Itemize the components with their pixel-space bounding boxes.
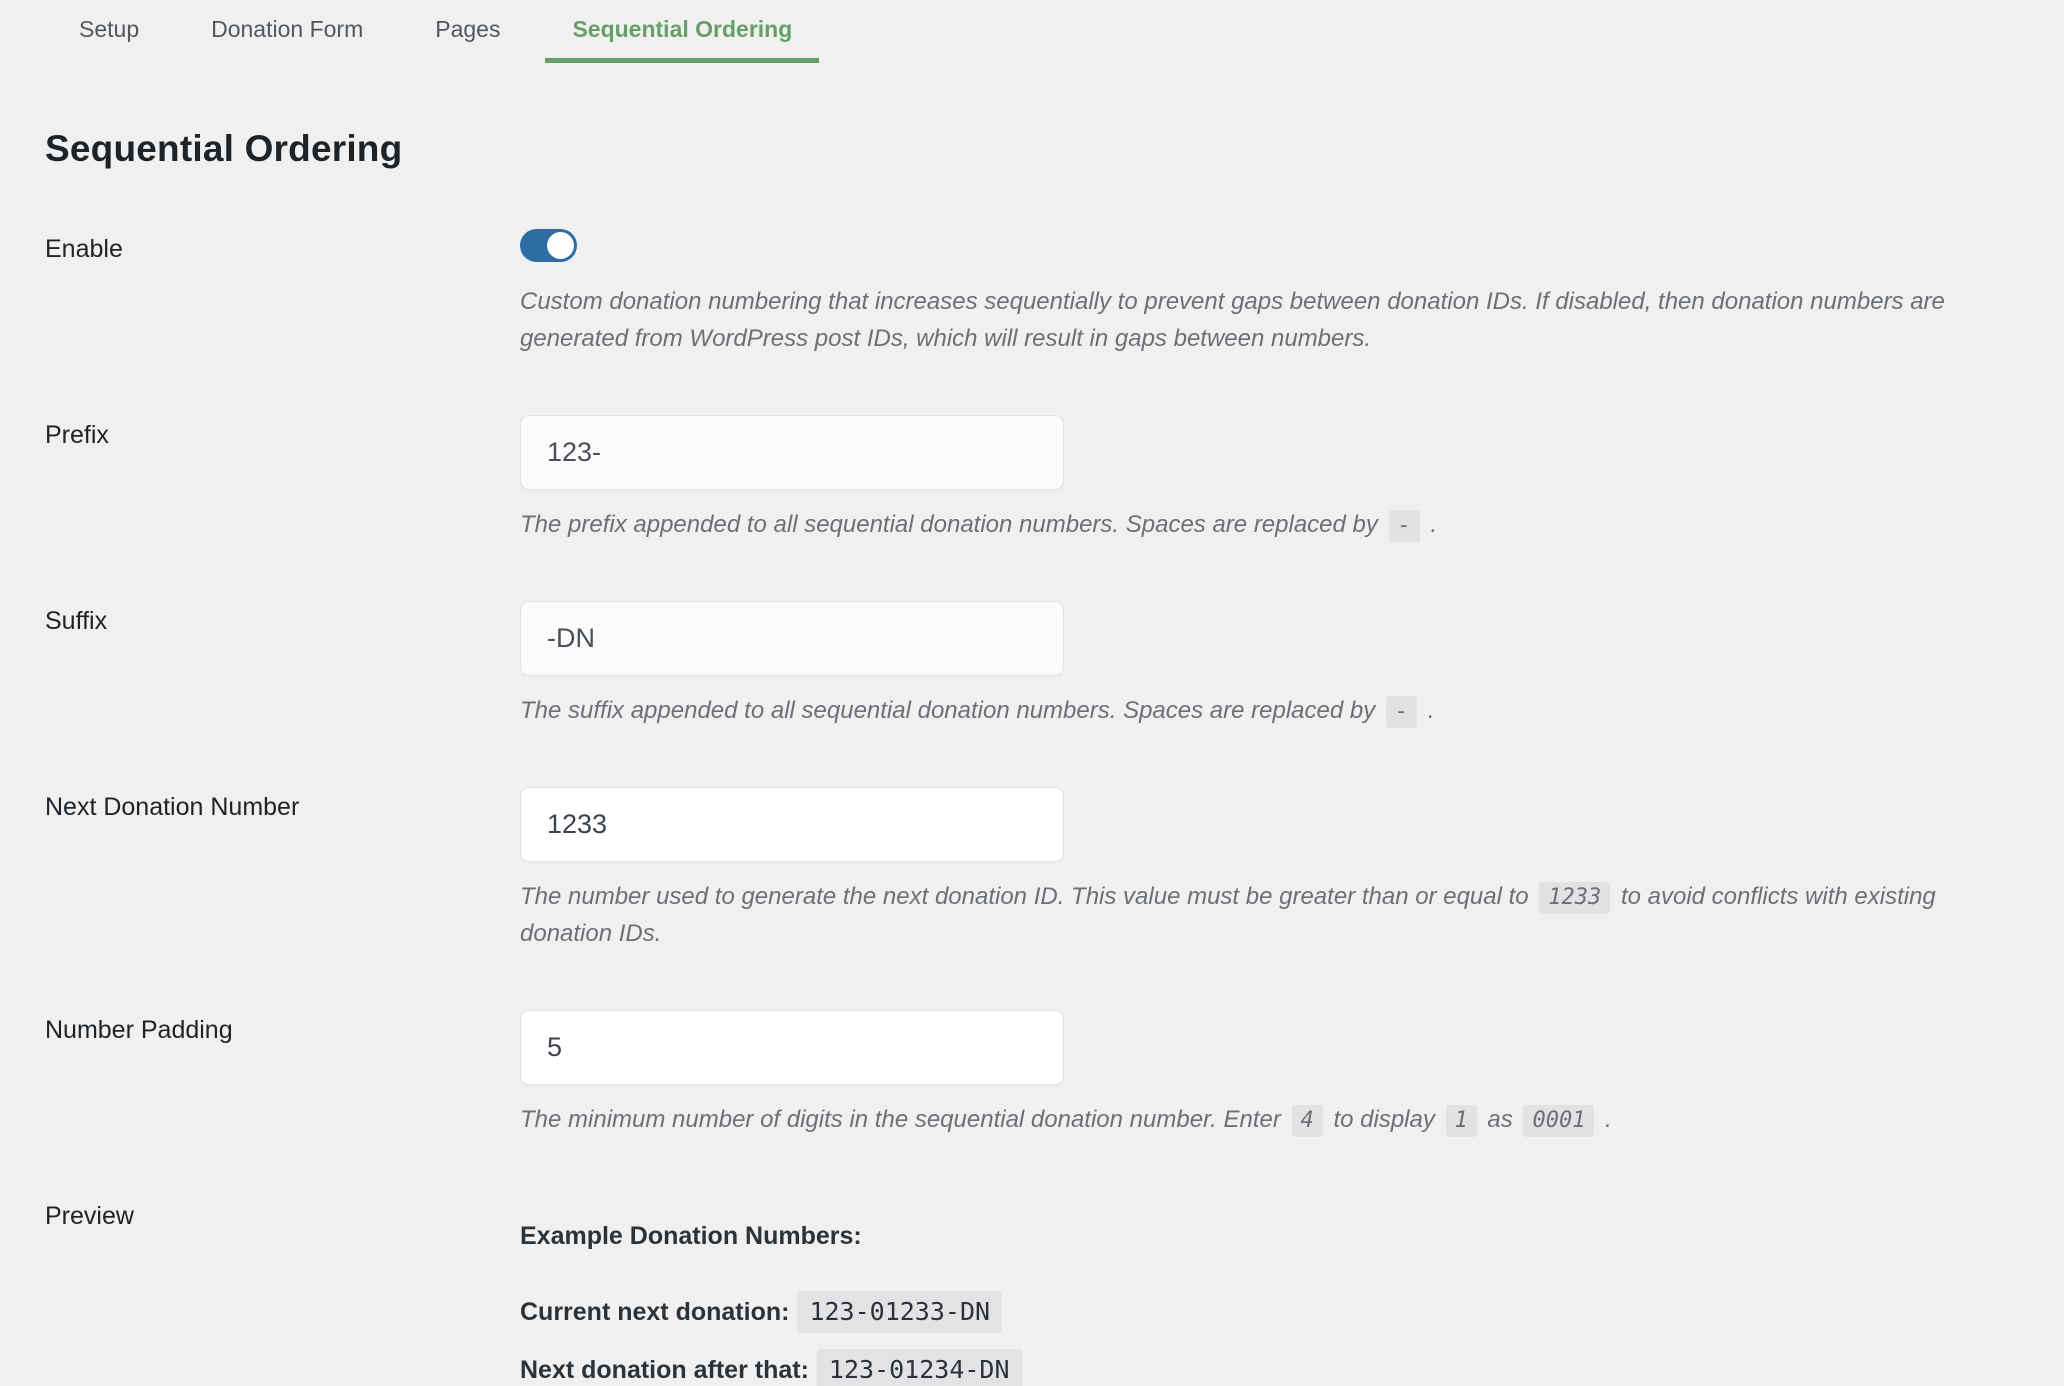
- preview-content: [520, 1196, 2019, 1386]
- enable-label: Enable: [45, 235, 123, 263]
- preview-current-line: [520, 1291, 2019, 1333]
- number-padding-row: [45, 1010, 2019, 1138]
- suffix-label: Suffix: [45, 607, 108, 635]
- preview-current-value: 123-01233-DN: [797, 1291, 1002, 1333]
- number-padding-control: [520, 1010, 2019, 1138]
- padding-helper-code-1: 4: [1292, 1105, 1323, 1137]
- prefix-row: [45, 415, 2019, 543]
- next-donation-number-helper: [520, 878, 2019, 952]
- prefix-helper-period: .: [1423, 511, 1438, 538]
- settings-content: [0, 128, 2064, 1386]
- next-number-helper-text: The number used to generate the next donation ID. This value must be greater than or equal to: [520, 883, 1536, 910]
- prefix-helper-text: The prefix appended to all sequential donation numbers. Spaces are replaced by: [520, 511, 1385, 538]
- preview-next-value: 123-01234-DN: [817, 1349, 1022, 1386]
- toggle-knob: [547, 232, 574, 259]
- suffix-control: [520, 601, 2019, 729]
- enable-row: [45, 229, 2019, 357]
- number-padding-input[interactable]: [520, 1010, 1064, 1085]
- preview-row: [45, 1196, 2019, 1386]
- next-donation-number-label: Next Donation Number: [45, 793, 300, 821]
- suffix-input[interactable]: [520, 601, 1064, 676]
- prefix-helper-code: -: [1389, 510, 1420, 542]
- prefix-input[interactable]: [520, 415, 1064, 490]
- prefix-label: Prefix: [45, 421, 109, 449]
- prefix-control: [520, 415, 2019, 543]
- suffix-helper-text: The suffix appended to all sequential donation numbers. Spaces are replaced by: [520, 697, 1382, 724]
- enable-toggle[interactable]: [520, 229, 577, 262]
- preview-next-line: [520, 1349, 2019, 1386]
- next-donation-number-row: [45, 787, 2019, 952]
- tab-sequential-ordering[interactable]: Sequential Ordering: [545, 0, 819, 63]
- suffix-row: [45, 601, 2019, 729]
- tab-pages[interactable]: Pages: [435, 15, 501, 42]
- preview-heading: Example Donation Numbers:: [520, 1222, 862, 1250]
- enable-description: Custom donation numbering that increases sequentially to prevent gaps between donation IDs. If disabled, then donation numbers are generated from WordPress post IDs, which will result in gaps between numbers.: [520, 288, 1945, 352]
- suffix-helper: [520, 692, 2019, 729]
- prefix-helper: [520, 506, 2019, 543]
- next-donation-number-control: [520, 787, 2019, 952]
- next-donation-number-input[interactable]: [520, 787, 1064, 862]
- page-title: Sequential Ordering: [45, 128, 403, 169]
- padding-helper-code-2: 1: [1446, 1105, 1477, 1137]
- next-number-helper-tail: to avoid conflicts with existing donation IDs.: [520, 883, 1936, 947]
- number-padding-label: Number Padding: [45, 1016, 233, 1044]
- suffix-helper-period: .: [1421, 697, 1435, 724]
- enable-control: [520, 229, 2019, 357]
- padding-helper-code-3: 0001: [1523, 1105, 1594, 1137]
- tab-setup[interactable]: Setup: [79, 15, 140, 42]
- settings-tabbar: [0, 0, 2064, 63]
- number-padding-helper: [520, 1101, 2019, 1138]
- tab-donation-form[interactable]: Donation Form: [211, 15, 364, 42]
- padding-helper-text-4: .: [1598, 1106, 1612, 1133]
- padding-helper-text-1: The minimum number of digits in the sequential donation number. Enter: [520, 1106, 1288, 1133]
- preview-next-label: Next donation after that:: [520, 1356, 809, 1384]
- padding-helper-text-2: to display: [1326, 1106, 1442, 1133]
- preview-current-label: Current next donation:: [520, 1298, 790, 1326]
- preview-label: Preview: [45, 1202, 134, 1230]
- padding-helper-text-3: as: [1480, 1106, 1520, 1133]
- next-number-helper-code: 1233: [1539, 882, 1610, 914]
- suffix-helper-code: -: [1386, 696, 1417, 728]
